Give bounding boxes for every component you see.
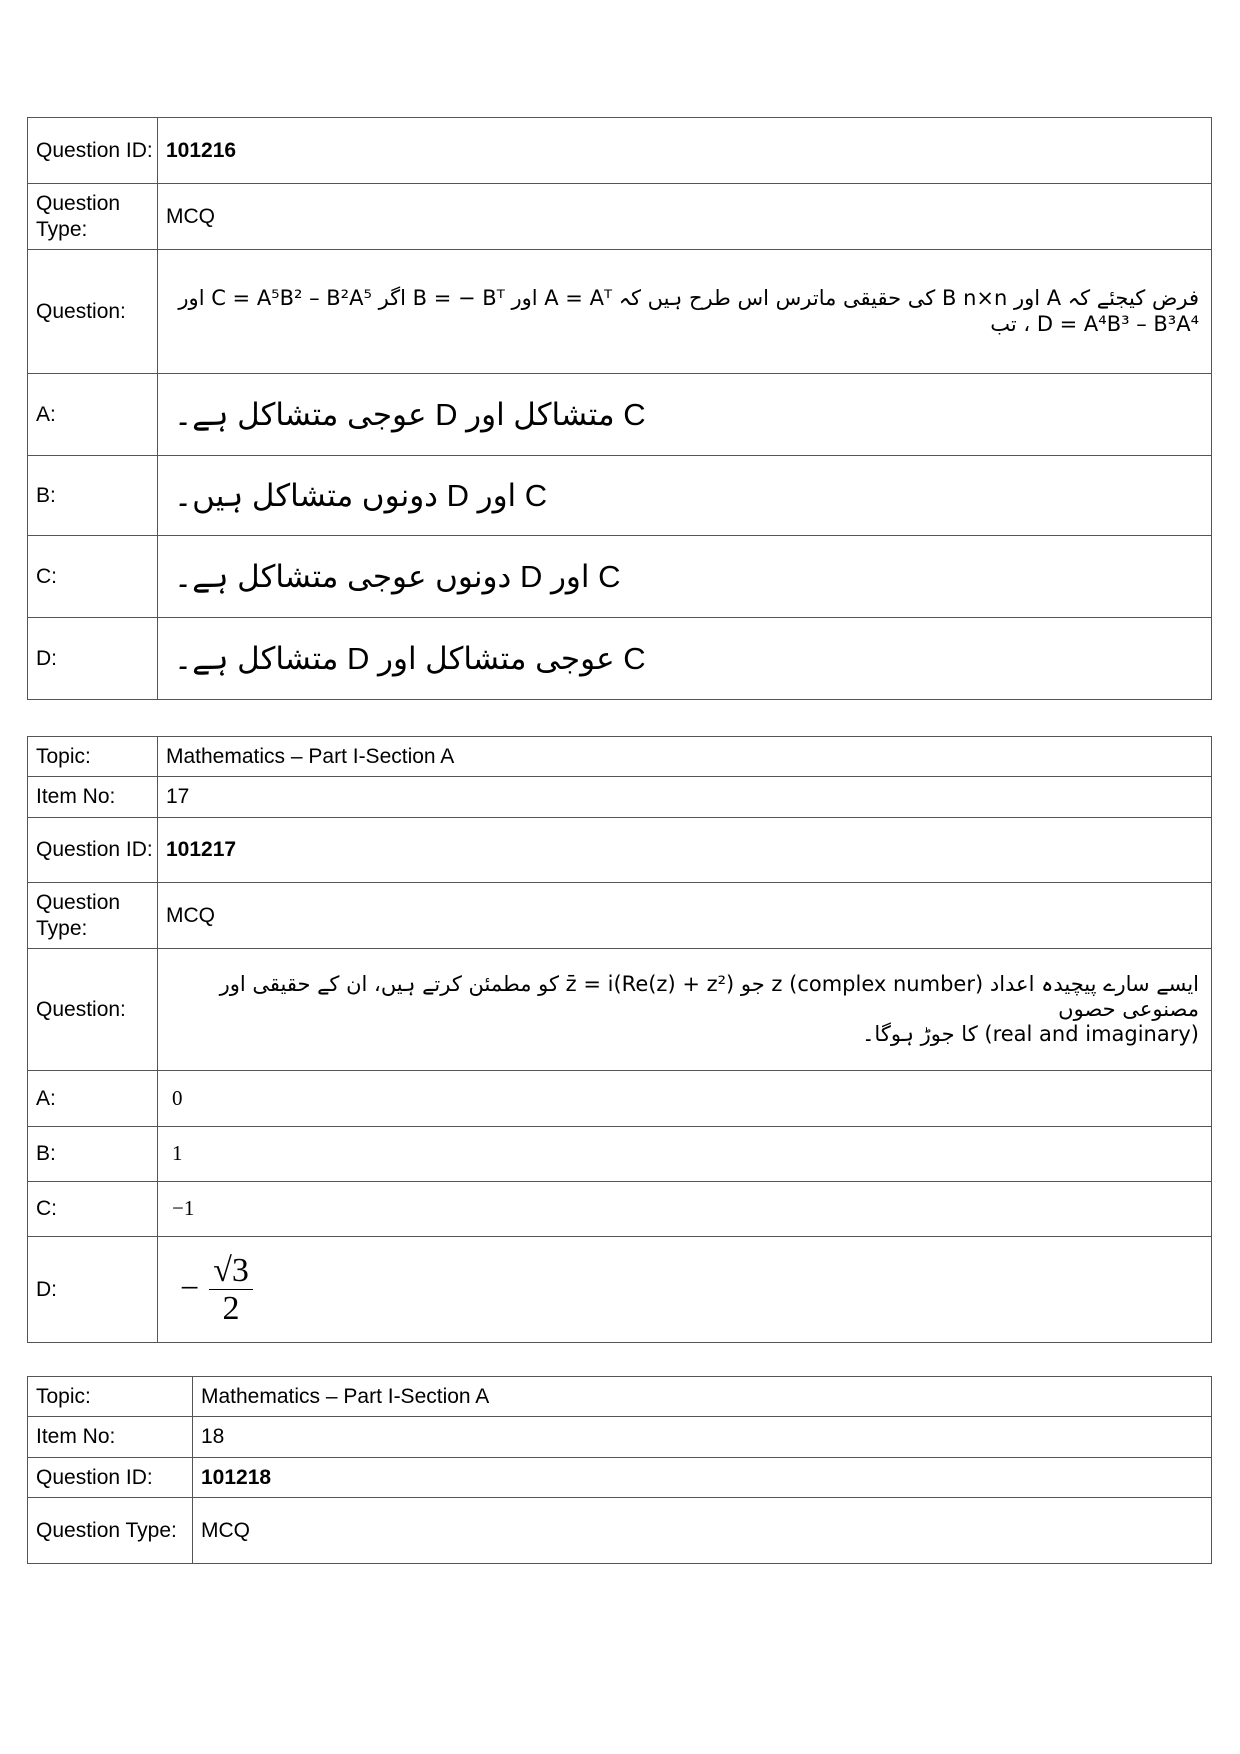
option-d-cell[interactable] bbox=[158, 618, 1212, 700]
question-id-label: Question ID: bbox=[28, 1458, 193, 1498]
question-label: Question: bbox=[28, 949, 158, 1071]
option-c-text: C اور D دونوں عوجی متشاکل ہے۔ bbox=[174, 558, 621, 594]
question-id-value: 101217 bbox=[158, 818, 1212, 883]
question-id-row bbox=[28, 818, 1212, 883]
question-type-row bbox=[28, 883, 1212, 949]
option-c-cell[interactable] bbox=[158, 536, 1212, 618]
question-text bbox=[158, 949, 1212, 1071]
question-table-101216 bbox=[27, 117, 1212, 700]
option-c-label: C: bbox=[28, 536, 158, 618]
question-id-row bbox=[28, 118, 1212, 184]
option-d-sign: − bbox=[180, 1270, 200, 1308]
option-a-row bbox=[28, 1071, 1212, 1127]
question-text bbox=[158, 250, 1212, 374]
question-text-line-2: D = A⁴B³ – B³A⁴ ، تب bbox=[990, 311, 1199, 336]
topic-value: Mathematics – Part I-Section A bbox=[158, 737, 1212, 777]
option-a-label: A: bbox=[28, 1071, 158, 1127]
question-type-label: Question Type: bbox=[28, 883, 158, 949]
option-d-label: D: bbox=[28, 1237, 158, 1343]
topic-label: Topic: bbox=[28, 1377, 193, 1417]
question-id-value: 101218 bbox=[193, 1458, 1212, 1498]
question-text-row bbox=[28, 250, 1212, 374]
option-c-row bbox=[28, 536, 1212, 618]
question-text-line-1: ایسے سارے پیچیدہ اعداد (complex number) z جو z̄ = i(Re(z) + z²) کو مطمئن کرتے ہیں، ان کے حقیقی اور مصنوعی حصوں bbox=[219, 971, 1199, 1021]
item-no-label: Item No: bbox=[28, 777, 158, 818]
option-a-cell[interactable] bbox=[158, 374, 1212, 456]
option-b-row bbox=[28, 1127, 1212, 1182]
question-text-row bbox=[28, 949, 1212, 1071]
option-a-row bbox=[28, 374, 1212, 456]
option-d-fraction bbox=[180, 1252, 253, 1328]
option-b-label: B: bbox=[28, 456, 158, 536]
topic-row bbox=[28, 1377, 1212, 1417]
question-type-label: Question Type: bbox=[28, 1498, 193, 1564]
option-c-value[interactable]: −1 bbox=[158, 1182, 1212, 1237]
question-id-label: Question ID: bbox=[28, 118, 158, 184]
option-a-label: A: bbox=[28, 374, 158, 456]
topic-row bbox=[28, 737, 1212, 777]
item-no-label: Item No: bbox=[28, 1417, 193, 1458]
question-table-101218 bbox=[27, 1376, 1212, 1564]
option-b-row bbox=[28, 456, 1212, 536]
fraction-denominator: 2 bbox=[222, 1290, 240, 1327]
question-type-value: MCQ bbox=[158, 883, 1212, 949]
question-table-101217 bbox=[27, 736, 1212, 1343]
option-b-cell[interactable] bbox=[158, 456, 1212, 536]
question-id-row bbox=[28, 1458, 1212, 1498]
item-no-row bbox=[28, 777, 1212, 818]
option-a-text: C متشاکل اور D عوجی متشاکل ہے۔ bbox=[174, 396, 646, 432]
fraction-numerator: √3 bbox=[209, 1252, 253, 1290]
option-d-cell[interactable] bbox=[158, 1237, 1212, 1343]
item-no-row bbox=[28, 1417, 1212, 1458]
question-id-label: Question ID: bbox=[28, 818, 158, 883]
item-no-value: 17 bbox=[158, 777, 1212, 818]
question-text-line-1: فرض کیجئے کہ A اور B n×n کی حقیقی ماترس اس طرح ہیں کہ A = Aᵀ اور B = − Bᵀ اگر C = A⁵B² – B²A⁵ اور bbox=[178, 286, 1199, 311]
question-type-label: Question Type: bbox=[28, 184, 158, 250]
question-label: Question: bbox=[28, 250, 158, 374]
option-d-row bbox=[28, 1237, 1212, 1343]
item-no-value: 18 bbox=[193, 1417, 1212, 1458]
option-c-row bbox=[28, 1182, 1212, 1237]
option-b-value[interactable]: 1 bbox=[158, 1127, 1212, 1182]
question-type-row bbox=[28, 184, 1212, 250]
option-d-row bbox=[28, 618, 1212, 700]
option-d-label: D: bbox=[28, 618, 158, 700]
option-b-label: B: bbox=[28, 1127, 158, 1182]
question-type-value: MCQ bbox=[158, 184, 1212, 250]
question-text-line-2: (real and imaginary) کا جوڑ ہوگا۔ bbox=[862, 1022, 1199, 1047]
option-d-text: C عوجی متشاکل اور D متشاکل ہے۔ bbox=[174, 640, 646, 676]
option-a-value[interactable]: 0 bbox=[158, 1071, 1212, 1127]
question-type-value: MCQ bbox=[193, 1498, 1212, 1564]
fraction-stack bbox=[209, 1252, 253, 1328]
option-c-label: C: bbox=[28, 1182, 158, 1237]
topic-label: Topic: bbox=[28, 737, 158, 777]
topic-value: Mathematics – Part I-Section A bbox=[193, 1377, 1212, 1417]
question-id-value: 101216 bbox=[158, 118, 1212, 184]
option-b-text: C اور D دونوں متشاکل ہیں۔ bbox=[174, 477, 548, 513]
question-type-row bbox=[28, 1498, 1212, 1564]
